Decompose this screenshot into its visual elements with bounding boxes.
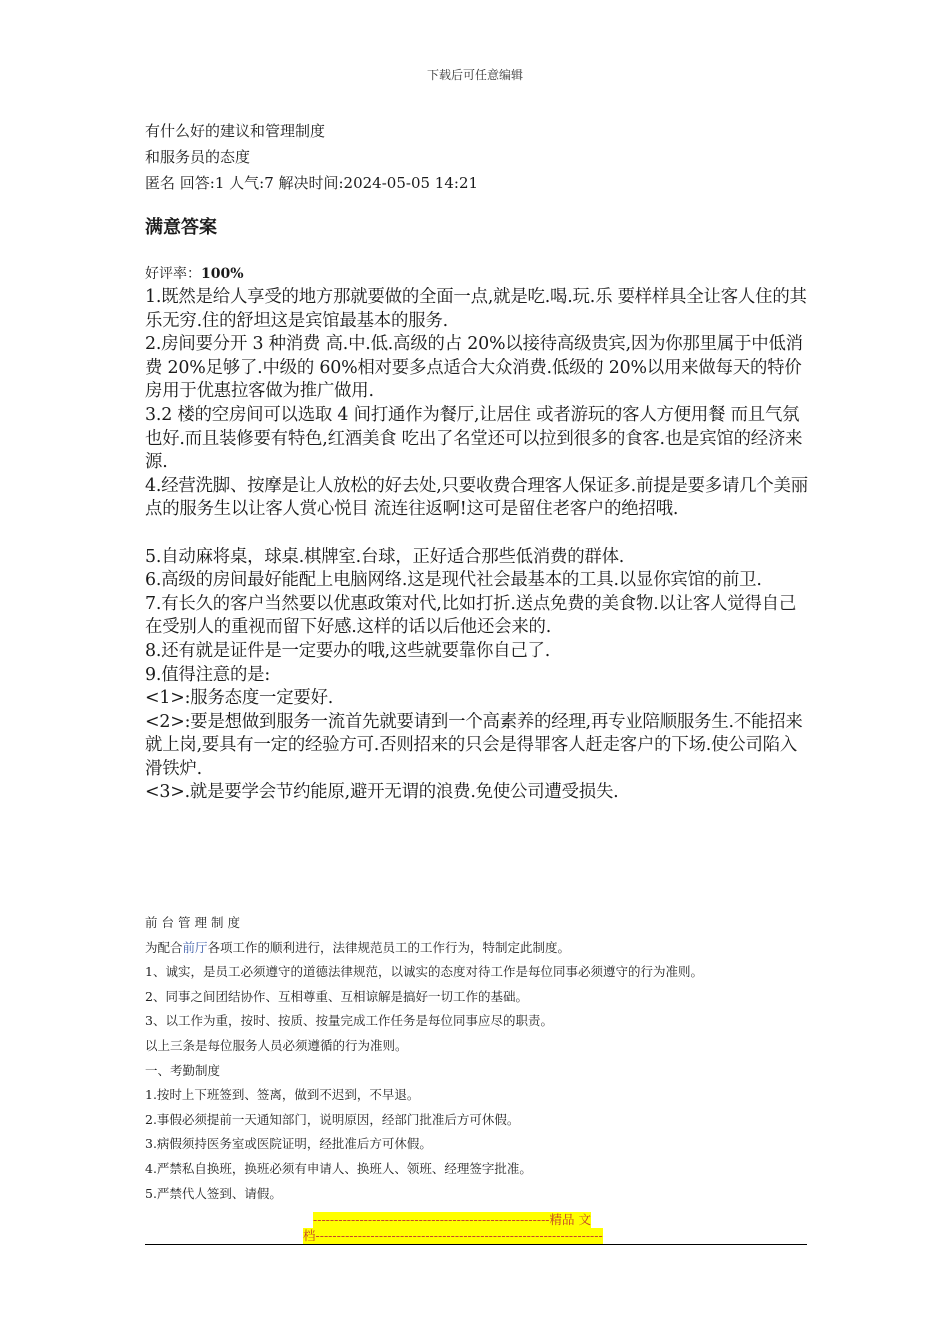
- policy-rule: 1、诚实，是员工必须遵守的道德法律规范，以诚实的态度对待工作是每位同事必须遵守的行为准则。: [145, 964, 703, 980]
- answer-paragraph: 8.还有就是证件是一定要办的哦,这些就要靠你自己了.: [145, 640, 551, 661]
- front-hall-link[interactable]: 前厅: [182, 939, 208, 955]
- question-subtitle: 和服务员的态度: [145, 148, 251, 166]
- footer-watermark-line2: 档--------------------------------------------------------------------: [303, 1228, 603, 1243]
- answer-paragraph: 6.高级的房间最好能配上电脑网络.这是现代社会最基本的工具.以显你宾馆的前卫.: [145, 570, 762, 591]
- policy-rule: 3、以工作为重，按时、按质、按量完成工作任务是每位同事应尽的职责。: [145, 1013, 553, 1029]
- header-note: 下载后可任意编辑: [426, 68, 523, 82]
- answer-paragraph: 1.既然是给人享受的地方那就要做的全面一点,就是吃.喝.玩.乐 要样样具全让客人住的其乐无穷.住的舒坦这是宾馆最基本的服务.: [145, 287, 807, 331]
- answer-paragraph: <2>:要是想做到服务一流首先就要请到一个高素养的经理,再专业陪顺服务生.不能招来就上岗,要具有一定的经验方可.否则招来的只会是得罪客人赶走客户的下场.使公司陷入滑铁炉.: [145, 711, 803, 779]
- policy-title: 前台管理制度: [145, 915, 245, 930]
- answer-paragraph: 5.自动麻将桌，球桌.棋牌室.台球，正好适合那些低消费的群体.: [145, 546, 625, 567]
- footer-divider: [145, 1244, 807, 1245]
- answer-paragraph: 2.房间要分开 3 种消费 高.中.低.高级的占 20%以接待高级贵宾,因为你那里属于中低消费 20%足够了.中级的 60%相对要多点适合大众消费.低级的 20%以用来做每天的特价房用于优惠拉客做为推广做用.: [145, 334, 803, 402]
- footer-watermark-line1: --------------------------------------------------------精品 文: [313, 1212, 591, 1227]
- policy-rule: 4.严禁私自换班，换班必须有申请人、换班人、领班、经理签字批准。: [145, 1160, 532, 1176]
- policy-intro-suffix: 各项工作的顺利进行，法律规范员工的工作行为，特制定此制度。: [207, 939, 571, 955]
- policy-rule: 5.严禁代人签到、请假。: [145, 1185, 282, 1201]
- policy-rule: 以上三条是每位服务人员必须遵循的行为准则。: [145, 1037, 408, 1053]
- rating-value: 100%: [201, 266, 244, 282]
- policy-rule: 3.病假须持医务室或医院证明，经批准后方可休假。: [145, 1136, 432, 1152]
- question-block: [145, 118, 478, 196]
- rating: [145, 263, 244, 283]
- rating-label: 好评率：: [145, 266, 201, 282]
- answer-paragraph: <3>.就是要学会节约能原,避开无谓的浪费.免使公司遭受损失.: [145, 782, 619, 803]
- answer-paragraph: 4.经营洗脚、按摩是让人放松的好去处,只要收费合理客人保证多.前提是要多请几个美丽点的服务生以让客人赏心悦目 流连往返啊!这可是留住老客户的绝招哦.: [145, 475, 808, 520]
- answer-body: [145, 286, 810, 805]
- answer-paragraph: 3.2 楼的空房间可以选取 4 间打通作为餐厅,让居住 或者游玩的客人方便用餐 而且气氛也好.而且装修要有特色,红酒美食 吃出了名堂还可以拉到很多的食客.也是宾馆的经济来源.: [145, 404, 803, 473]
- answer-paragraph: 9.值得注意的是:: [145, 664, 270, 685]
- answer-title: 满意答案: [145, 217, 217, 238]
- policy-section: [145, 911, 805, 1206]
- policy-intro-prefix: 为配合: [145, 939, 183, 955]
- policy-rule: 2、同事之间团结协作、互相尊重、互相谅解是搞好一切工作的基础。: [145, 988, 528, 1004]
- policy-rule: 2.事假必须提前一天通知部门，说明原因，经部门批准后方可休假。: [145, 1111, 520, 1127]
- answer-paragraph: <1>:服务态度一定要好.: [145, 688, 334, 709]
- question-meta: 匿名 回答:1 人气:7 解决时间:2024-05-05 14:21: [145, 174, 479, 192]
- policy-rule: 1.按时上下班签到、签离，做到不迟到，不早退。: [145, 1087, 420, 1103]
- question-title: 有什么好的建议和管理制度: [145, 122, 326, 140]
- policy-intro: [145, 936, 805, 961]
- paragraph-spacer: [145, 522, 810, 546]
- answer-paragraph: 7.有长久的客户当然要以优惠政策对代,比如打折.送点免费的美食物.以让客人觉得自己在受别人的重视而留下好感.这样的话以后他还会来的.: [145, 593, 797, 638]
- policy-rule: 一、考勤制度: [145, 1062, 221, 1078]
